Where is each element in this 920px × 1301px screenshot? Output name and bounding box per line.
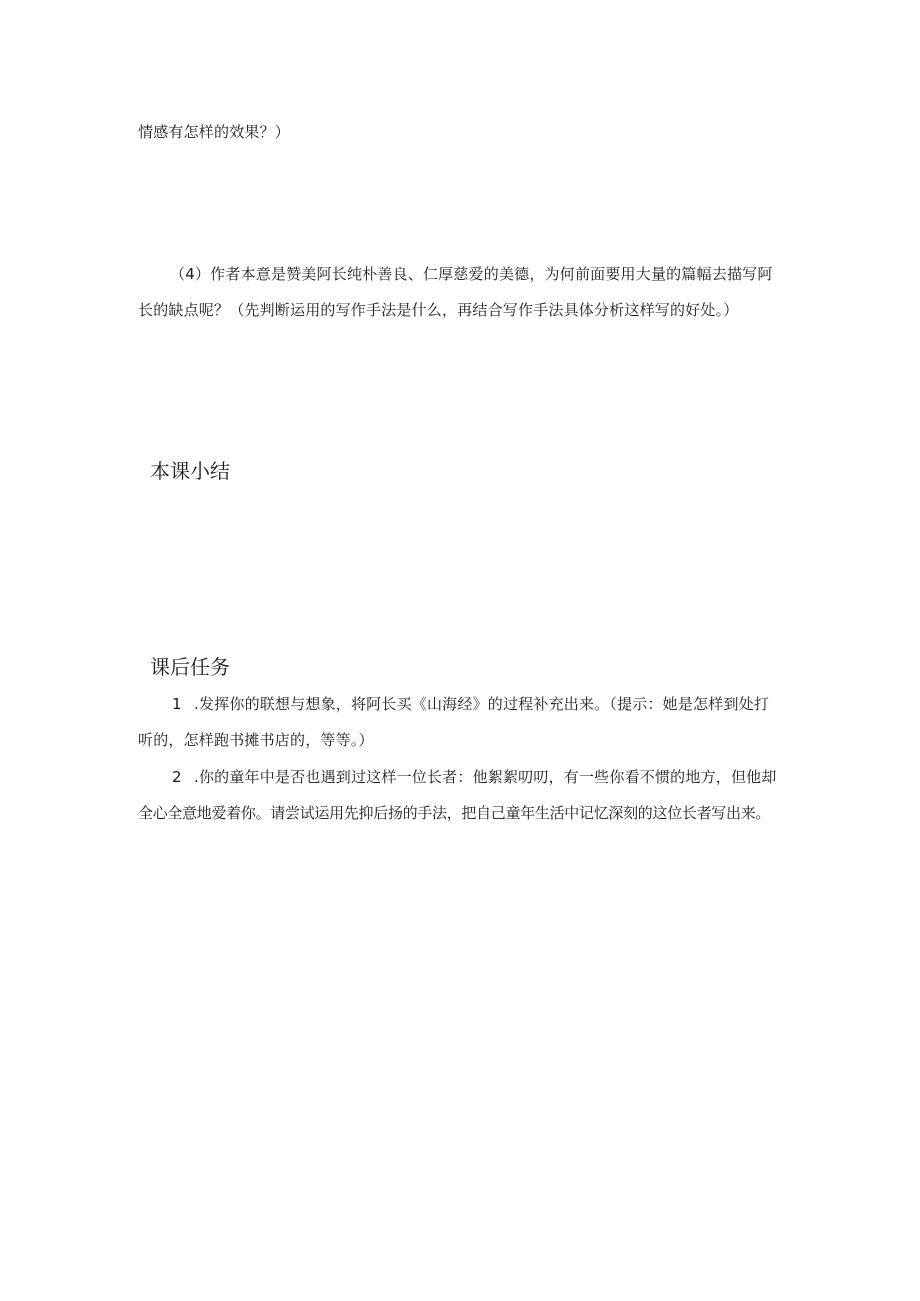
homework-item-1-line-1 — [172, 694, 769, 714]
question-3-continuation: 情感有怎样的效果？） — [138, 123, 291, 141]
homework-item-1-line-2: 听的，怎样跑书摊书店的，等等。） — [138, 731, 374, 749]
homework-item-2-number: 2 — [172, 768, 182, 786]
summary-heading: 本课小结 — [150, 459, 230, 483]
homework-item-1-number: 1 — [172, 695, 182, 713]
question-4-text-1: 作者本意是赞美阿长纯朴善良、仁厚慈爱的美德，为何前面要用大量的篇幅去描写阿 — [210, 265, 773, 283]
homework-item-1-text-1: .发挥你的联想与想象，将阿长买《山海经》的过程补充出来。（提示：她是怎样到处打 — [194, 695, 770, 713]
question-4-line-2: 长的缺点呢？（先判断运用的写作手法是什么，再结合写作手法具体分析这样写的好处。） — [138, 301, 739, 319]
homework-item-2-text-1: .你的童年中是否也遇到过这样一位长者：他絮絮叨叨，有一些你看不惯的地方，但他却 — [194, 768, 777, 786]
question-4-number: （4） — [170, 265, 211, 283]
homework-item-2-line-1 — [172, 767, 777, 787]
homework-heading: 课后任务 — [150, 655, 230, 679]
question-4-line-1 — [170, 264, 773, 284]
homework-item-2-line-2: 全心全意地爱着你。请尝试运用先抑后扬的手法，把自己童年生活中记忆深刻的这位长者写出来。 — [138, 804, 771, 822]
